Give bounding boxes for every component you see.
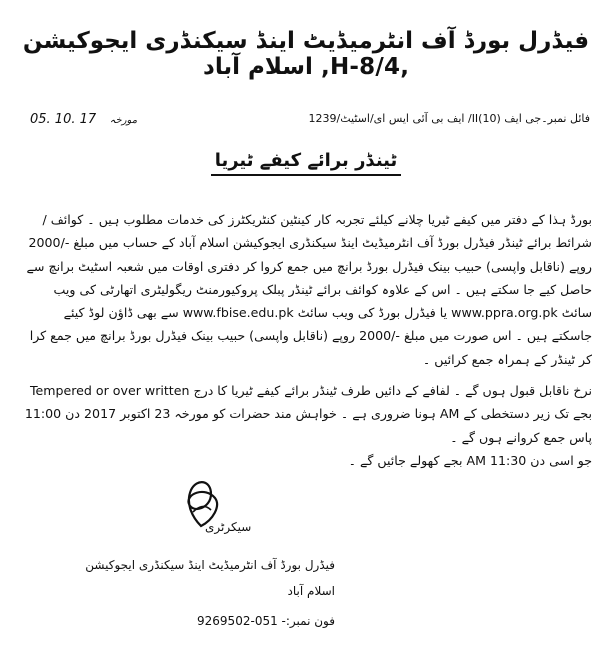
- date-block: [30, 112, 200, 127]
- notice-title: [0, 150, 612, 171]
- body-paragraph-3: جو اسی دن 11:30 AM بجے کھولے جائیں گے ۔: [348, 452, 592, 468]
- notice-body: [20, 208, 592, 472]
- date-value: 05. 10. 17: [30, 112, 97, 127]
- signatory-title: سیکرٹری: [205, 520, 252, 534]
- body-paragraph-1: بورڈ ہذا کے دفتر میں کیفے ٹیریا چلانے کیلئے تجربہ کار کینٹین کنٹریکٹرز کی خدمات مطلوب ہیں ۔ کوائف / شرائط برائے ٹینڈر فیڈرل بورڈ آف انٹرمیڈیٹ اینڈ سیکنڈری ایجوکیشن اسلام آباد کے حساب میں مبلغ -/2000 روپے (ناقابل واپسی) حبیب بینک فیڈرل بورڈ برانچ میں جمع کروا کر دفتری اوقات میں شعبہ اسٹیٹ برانچ سے حاصل کیے جا سکتے ہیں ۔ اس کے علاوہ کوائف برائے ٹینڈر پبلک پروکیورمنٹ ریگولیٹری اتھارٹی کی ویب سائٹ www.ppra.org.pk یا فیڈرل بورڈ کی ویب سائٹ www.fbise.edu.pk سے بھی ڈاؤن لوڈ کیئے جاسکتے ہیں ۔ اس صورت میں مبلغ -/2000 روپے (ناقابل واپسی) حبیب بینک فیڈرل بورڈ برانچ میں جمع کرا کر ٹینڈر کے ہمراہ جمع کرائیں ۔: [26, 212, 592, 367]
- notice-title-text: ٹینڈر برائے کیفے ٹیریا: [211, 150, 402, 176]
- body-paragraph-2: Tempered or over written نرخ ناقابل قبول ہوں گے ۔ لفافے کے دائیں طرف ٹینڈر برائے کیفے ٹیریا کا درج ہونا ضروری ہے ۔ خواہش مند حضرات کو مورخہ 23 اکتوبر 2017 دن 11:00 AM بجے تک زیر دستخطی کے پاس جمع کروانے ہوں گے ۔: [24, 383, 592, 445]
- phone-number: فون نمبر:- 051-9269502: [197, 614, 335, 628]
- file-number: فائل نمبر۔جی ایف II(10)/ ایف بی آئی ایس ای/اسٹیٹ/1239: [308, 112, 590, 125]
- signature-block: [55, 474, 385, 664]
- org-line-2: اسلام آباد: [287, 584, 335, 598]
- board-header: فیڈرل بورڈ آف انٹرمیڈیٹ اینڈ سیکنڈری ایجوکیشن ,H-8/4, اسلام آباد: [22, 28, 590, 80]
- date-label: مورخہ: [109, 115, 138, 126]
- org-line-1: فیڈرل بورڈ آف انٹرمیڈیٹ اینڈ سیکنڈری ایجوکیشن: [85, 558, 335, 572]
